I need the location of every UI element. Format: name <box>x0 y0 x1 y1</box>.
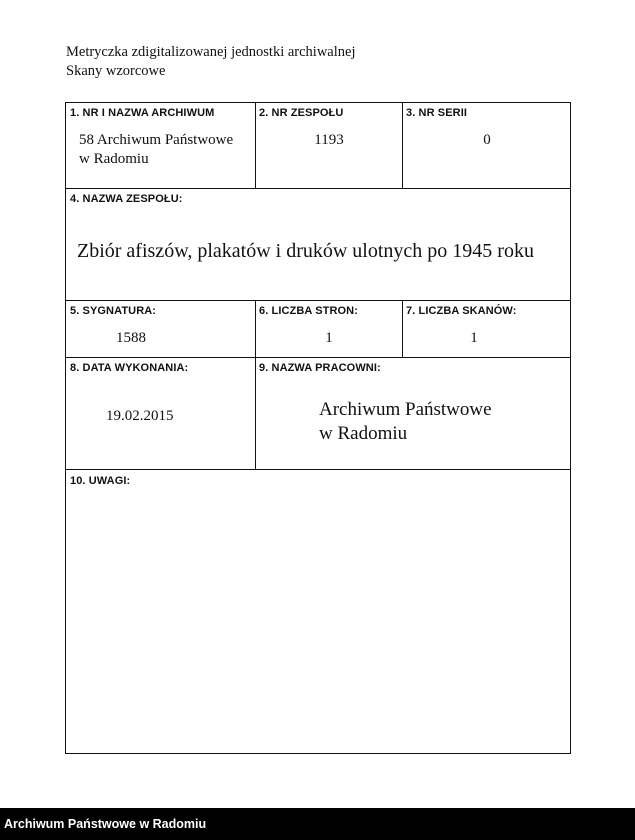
divider-row3 <box>66 357 570 358</box>
footer-text: Archiwum Państwowe w Radomiu <box>4 817 207 831</box>
footer-bar <box>0 808 635 840</box>
document-title: Metryczka zdigitalizowanej jednostki archiwalnej <box>66 44 356 60</box>
date-label: 8. DATA WYKONANIA: <box>70 362 189 374</box>
signature-value: 1588 <box>116 330 146 346</box>
workshop-value-line2: w Radomiu <box>319 423 408 444</box>
divider-row4 <box>66 469 570 470</box>
workshop-value-line1: Archiwum Państwowe <box>319 399 492 420</box>
series-no-label: 3. NR SERII <box>406 107 468 119</box>
divider-row1 <box>66 188 570 189</box>
remarks-label: 10. UWAGI: <box>70 475 131 487</box>
collection-no-value: 1193 <box>314 132 344 148</box>
workshop-label: 9. NAZWA PRACOWNI: <box>259 362 381 374</box>
document-subtitle: Skany wzorcowe <box>66 63 166 79</box>
scans-value: 1 <box>470 330 478 346</box>
archive-value-line1: 58 Archiwum Państwowe <box>79 132 234 148</box>
archive-label: 1. NR I NAZWA ARCHIWUM <box>70 107 215 119</box>
pages-label: 6. LICZBA STRON: <box>259 305 358 317</box>
pages-value: 1 <box>325 330 333 346</box>
divider-col1-row4 <box>255 357 256 469</box>
scans-label: 7. LICZBA SKANÓW: <box>406 305 517 317</box>
signature-label: 5. SYGNATURA: <box>70 305 157 317</box>
metadata-form <box>65 102 571 754</box>
date-value: 19.02.2015 <box>106 408 174 424</box>
collection-name-value: Zbiór afiszów, plakatów i druków ulotnych po 1945 roku <box>77 240 534 262</box>
series-no-value: 0 <box>483 132 491 148</box>
archive-value-line2: w Radomiu <box>79 151 149 167</box>
collection-no-label: 2. NR ZESPOŁU <box>259 107 344 119</box>
collection-name-label: 4. NAZWA ZESPOŁU: <box>70 193 183 205</box>
divider-row2 <box>66 300 570 301</box>
